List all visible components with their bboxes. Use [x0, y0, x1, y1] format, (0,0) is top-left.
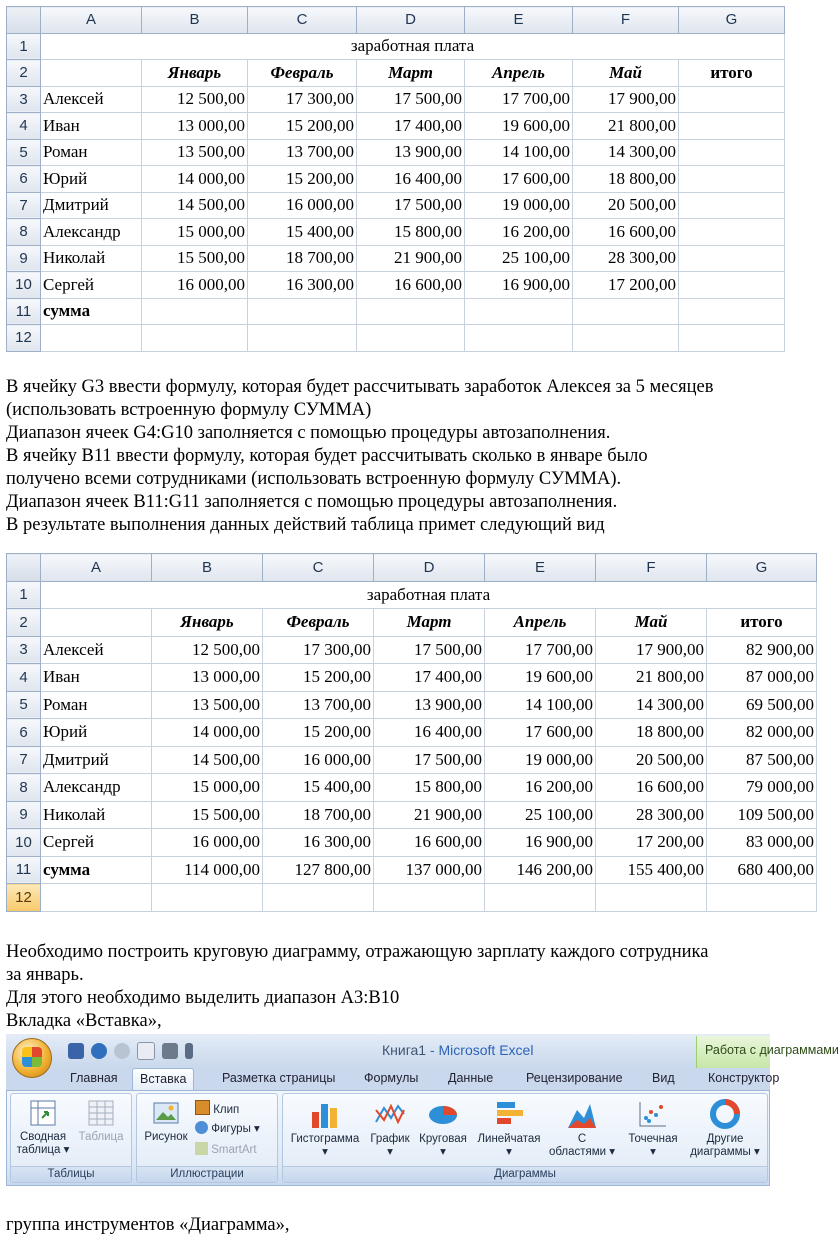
value-cell[interactable]: 20 500,00 — [596, 746, 707, 774]
table-row — [7, 298, 785, 325]
sum-value-cell[interactable] — [142, 298, 248, 325]
smartart-button[interactable]: SmartArt — [195, 1142, 257, 1157]
sum-value-cell[interactable] — [248, 298, 357, 325]
select-all-corner[interactable] — [7, 554, 41, 582]
value-cell[interactable]: 17 600,00 — [485, 719, 596, 747]
employee-name-cell[interactable]: Роман — [41, 691, 152, 719]
value-cell[interactable]: 15 200,00 — [248, 166, 357, 193]
sum-value-cell[interactable]: 680 400,00 — [707, 856, 817, 884]
group-label-tables: Таблицы — [11, 1166, 131, 1182]
table-row — [7, 746, 817, 774]
value-cell[interactable]: 13 900,00 — [374, 691, 485, 719]
value-cell[interactable]: 16 300,00 — [263, 829, 374, 857]
table-row — [7, 219, 785, 246]
value-cell[interactable]: 18 800,00 — [596, 719, 707, 747]
value-cell[interactable]: 16 200,00 — [485, 774, 596, 802]
redo-icon[interactable] — [114, 1043, 130, 1059]
column-header-e[interactable]: E — [485, 554, 596, 582]
bar-chart-button[interactable]: Линейчатая ▾ — [473, 1098, 545, 1159]
header-cell[interactable]: Апрель — [485, 609, 596, 637]
value-cell[interactable]: 19 600,00 — [485, 664, 596, 692]
empty-cell[interactable] — [142, 325, 248, 352]
value-cell[interactable]: 17 500,00 — [374, 746, 485, 774]
row-header-3[interactable]: 3 — [7, 636, 41, 664]
column-header-a[interactable]: A — [41, 554, 152, 582]
row-header-4[interactable]: 4 — [7, 113, 41, 140]
sum-value-cell[interactable]: 155 400,00 — [596, 856, 707, 884]
pivot-table-icon — [28, 1098, 58, 1128]
row-header-2[interactable]: 2 — [7, 609, 41, 637]
sum-value-cell[interactable] — [573, 298, 679, 325]
empty-cell[interactable] — [357, 325, 465, 352]
row-header-6[interactable]: 6 — [7, 166, 41, 193]
sum-value-cell[interactable]: 146 200,00 — [485, 856, 596, 884]
column-header-g[interactable]: G — [679, 7, 785, 34]
column-header-c[interactable]: C — [263, 554, 374, 582]
employee-name-cell[interactable]: Юрий — [41, 166, 142, 193]
table-row — [7, 581, 817, 609]
value-cell[interactable]: 17 700,00 — [465, 86, 573, 113]
value-cell[interactable] — [679, 113, 785, 140]
value-cell[interactable]: 14 300,00 — [573, 139, 679, 166]
group-illustrations — [136, 1093, 278, 1183]
table-icon — [86, 1098, 116, 1128]
empty-cell[interactable] — [596, 884, 707, 912]
ribbon-panel-insert — [6, 1090, 770, 1186]
value-cell[interactable]: 15 200,00 — [263, 664, 374, 692]
value-cell[interactable] — [679, 272, 785, 299]
excel-ribbon — [6, 1034, 839, 1194]
value-cell[interactable] — [679, 86, 785, 113]
column-header-f[interactable]: F — [596, 554, 707, 582]
row-header-9[interactable]: 9 — [7, 245, 41, 272]
value-cell[interactable]: 17 600,00 — [465, 166, 573, 193]
value-cell[interactable]: 17 400,00 — [357, 113, 465, 140]
area-chart-icon — [565, 1098, 599, 1130]
header-cell[interactable]: Май — [573, 60, 679, 87]
row-header-7[interactable]: 7 — [7, 746, 41, 774]
employee-name-cell[interactable]: Иван — [41, 664, 152, 692]
text-line: В результате выполнения данных действий таблица примет следующий вид — [6, 515, 605, 535]
employee-name-cell[interactable]: Николай — [41, 801, 152, 829]
employee-name-cell[interactable]: Сергей — [41, 829, 152, 857]
clip-icon — [195, 1100, 210, 1115]
value-cell[interactable]: 21 900,00 — [374, 801, 485, 829]
row-header-8[interactable]: 8 — [7, 219, 41, 246]
row-header-12[interactable]: 12 — [7, 884, 41, 912]
employee-name-cell[interactable]: Дмитрий — [41, 192, 142, 219]
value-cell[interactable]: 19 600,00 — [465, 113, 573, 140]
empty-cell[interactable] — [41, 884, 152, 912]
value-cell[interactable]: 17 500,00 — [357, 86, 465, 113]
value-cell[interactable]: 13 700,00 — [263, 691, 374, 719]
value-cell[interactable]: 13 500,00 — [152, 691, 263, 719]
row-header-10[interactable]: 10 — [7, 829, 41, 857]
table-row — [7, 245, 785, 272]
value-cell[interactable]: 17 200,00 — [573, 272, 679, 299]
pie-chart-icon — [426, 1098, 460, 1130]
group-tables — [10, 1093, 132, 1183]
tab-review[interactable]: Рецензирование — [526, 1071, 623, 1085]
column-header-d[interactable]: D — [357, 7, 465, 34]
text-line: Для этого необходимо выделить диапазон А3:В10 — [6, 988, 400, 1008]
value-cell[interactable]: 14 100,00 — [485, 691, 596, 719]
value-cell[interactable]: 16 900,00 — [485, 829, 596, 857]
empty-cell[interactable] — [573, 325, 679, 352]
column-header-d[interactable]: D — [374, 554, 485, 582]
value-cell[interactable]: 28 300,00 — [596, 801, 707, 829]
header-cell[interactable]: Февраль — [248, 60, 357, 87]
column-header-e[interactable]: E — [465, 7, 573, 34]
table-row — [7, 60, 785, 87]
table-row — [7, 691, 817, 719]
value-cell[interactable]: 79 000,00 — [707, 774, 817, 802]
column-header-g[interactable]: G — [707, 554, 817, 582]
employee-name-cell[interactable]: Александр — [41, 774, 152, 802]
value-cell[interactable]: 14 100,00 — [465, 139, 573, 166]
value-cell[interactable]: 13 700,00 — [248, 139, 357, 166]
tab-insert[interactable]: Вставка — [132, 1068, 194, 1090]
print-preview-icon[interactable] — [137, 1042, 155, 1060]
value-cell[interactable]: 19 000,00 — [465, 192, 573, 219]
value-cell[interactable]: 17 200,00 — [596, 829, 707, 857]
instruction-paragraph-3: группа инструментов «Диаграмма», — [6, 1215, 290, 1235]
header-cell[interactable]: Май — [596, 609, 707, 637]
table-row — [7, 719, 817, 747]
title-bar — [6, 1034, 839, 1069]
value-cell[interactable]: 82 900,00 — [707, 636, 817, 664]
table-row — [7, 139, 785, 166]
table-row — [7, 801, 817, 829]
value-cell[interactable]: 83 000,00 — [707, 829, 817, 857]
ribbon-tabs — [6, 1068, 780, 1090]
other-charts-icon — [708, 1098, 742, 1130]
row-header-5[interactable]: 5 — [7, 691, 41, 719]
table-row — [7, 86, 785, 113]
customize-qat-icon[interactable] — [185, 1043, 193, 1059]
empty-cell[interactable] — [41, 325, 142, 352]
row-header-11[interactable]: 11 — [7, 298, 41, 325]
header-cell[interactable]: итого — [707, 609, 817, 637]
value-cell[interactable]: 17 300,00 — [248, 86, 357, 113]
table-row — [7, 856, 817, 884]
row-header-3[interactable]: 3 — [7, 86, 41, 113]
column-header-a[interactable]: A — [41, 7, 142, 34]
table-row — [7, 884, 817, 912]
table-row — [7, 774, 817, 802]
sum-label-cell[interactable]: сумма — [41, 298, 142, 325]
value-cell[interactable]: 87 000,00 — [707, 664, 817, 692]
value-cell[interactable]: 17 400,00 — [374, 664, 485, 692]
sum-label-cell[interactable]: сумма — [41, 856, 152, 884]
value-cell[interactable]: 14 500,00 — [152, 746, 263, 774]
text-line: Диапазон ячеек G4:G10 заполняется с помощью процедуры автозаполнения. — [6, 423, 611, 443]
value-cell[interactable]: 15 500,00 — [142, 245, 248, 272]
row-header-6[interactable]: 6 — [7, 719, 41, 747]
table-title[interactable]: заработная плата — [41, 33, 785, 60]
row-header-7[interactable]: 7 — [7, 192, 41, 219]
sum-value-cell[interactable] — [465, 298, 573, 325]
table-row — [7, 166, 785, 193]
select-all-corner[interactable] — [7, 7, 41, 34]
value-cell[interactable]: 14 500,00 — [142, 192, 248, 219]
instruction-paragraph-1 — [6, 376, 816, 537]
value-cell[interactable] — [679, 219, 785, 246]
column-header-b[interactable]: B — [152, 554, 263, 582]
row-header-5[interactable]: 5 — [7, 139, 41, 166]
value-cell[interactable] — [679, 245, 785, 272]
value-cell[interactable]: 17 700,00 — [485, 636, 596, 664]
value-cell[interactable]: 16 000,00 — [152, 829, 263, 857]
header-cell[interactable]: итого — [679, 60, 785, 87]
value-cell[interactable]: 28 300,00 — [573, 245, 679, 272]
row-header-11[interactable]: 11 — [7, 856, 41, 884]
table-row — [7, 664, 817, 692]
value-cell[interactable]: 16 000,00 — [263, 746, 374, 774]
clip-button[interactable]: Клип — [195, 1100, 239, 1117]
save-icon[interactable] — [68, 1043, 84, 1059]
pie-chart-button[interactable]: Круговая ▾ — [415, 1098, 471, 1159]
sum-value-cell[interactable] — [357, 298, 465, 325]
row-header-9[interactable]: 9 — [7, 801, 41, 829]
value-cell[interactable]: 15 500,00 — [152, 801, 263, 829]
value-cell[interactable]: 17 300,00 — [263, 636, 374, 664]
shapes-icon — [195, 1121, 208, 1134]
column-header-c[interactable]: C — [248, 7, 357, 34]
group-label-illustrations: Иллюстрации — [137, 1166, 277, 1182]
text-line: В ячейку G3 ввести формулу, которая будет рассчитывать заработок Алексея за 5 месяцев — [6, 377, 714, 397]
bar-chart-icon — [492, 1098, 526, 1130]
tab-formulas[interactable]: Формулы — [364, 1071, 419, 1085]
sum-value-cell[interactable]: 137 000,00 — [374, 856, 485, 884]
table-title[interactable]: заработная плата — [41, 581, 817, 609]
employee-name-cell[interactable]: Иван — [41, 113, 142, 140]
value-cell[interactable]: 12 500,00 — [142, 86, 248, 113]
text-line: Диапазон ячеек В11:G11 заполняется с помощью процедуры автозаполнения. — [6, 492, 618, 512]
value-cell[interactable] — [679, 139, 785, 166]
row-header-1[interactable]: 1 — [7, 33, 41, 60]
group-label-charts: Диаграммы — [283, 1166, 767, 1182]
row-header-10[interactable]: 10 — [7, 272, 41, 299]
value-cell[interactable]: 69 500,00 — [707, 691, 817, 719]
table-row — [7, 272, 785, 299]
tab-view[interactable]: Вид — [652, 1071, 675, 1085]
value-cell[interactable]: 15 800,00 — [374, 774, 485, 802]
row-header-8[interactable]: 8 — [7, 774, 41, 802]
value-cell[interactable]: 13 000,00 — [152, 664, 263, 692]
table-row — [7, 192, 785, 219]
header-cell[interactable] — [41, 609, 152, 637]
instruction-paragraph-2 — [6, 941, 816, 1033]
value-cell[interactable]: 21 800,00 — [596, 664, 707, 692]
header-cell[interactable]: Март — [374, 609, 485, 637]
office-button[interactable] — [12, 1038, 52, 1078]
value-cell[interactable]: 20 500,00 — [573, 192, 679, 219]
employee-name-cell[interactable]: Роман — [41, 139, 142, 166]
value-cell[interactable]: 16 200,00 — [465, 219, 573, 246]
sum-value-cell[interactable]: 114 000,00 — [152, 856, 263, 884]
table-row — [7, 636, 817, 664]
value-cell[interactable]: 15 400,00 — [263, 774, 374, 802]
empty-cell[interactable] — [248, 325, 357, 352]
value-cell[interactable]: 21 800,00 — [573, 113, 679, 140]
value-cell[interactable]: 25 100,00 — [485, 801, 596, 829]
header-cell[interactable]: Март — [357, 60, 465, 87]
employee-name-cell[interactable]: Александр — [41, 219, 142, 246]
column-header-b[interactable]: B — [142, 7, 248, 34]
value-cell[interactable]: 13 500,00 — [142, 139, 248, 166]
text-line: Вкладка «Вставка», — [6, 1011, 162, 1031]
empty-cell[interactable] — [679, 325, 785, 352]
area-chart-button[interactable]: С областями ▾ — [545, 1098, 619, 1159]
employee-name-cell[interactable]: Сергей — [41, 272, 142, 299]
value-cell[interactable]: 18 700,00 — [263, 801, 374, 829]
value-cell[interactable]: 14 000,00 — [142, 166, 248, 193]
picture-icon — [151, 1098, 181, 1128]
value-cell[interactable]: 15 200,00 — [248, 113, 357, 140]
value-cell[interactable]: 109 500,00 — [707, 801, 817, 829]
value-cell[interactable]: 16 600,00 — [357, 272, 465, 299]
table-row — [7, 33, 785, 60]
value-cell[interactable]: 16 600,00 — [573, 219, 679, 246]
value-cell[interactable]: 14 300,00 — [596, 691, 707, 719]
employee-name-cell[interactable]: Алексей — [41, 636, 152, 664]
column-header-row — [7, 7, 785, 34]
group-charts — [282, 1093, 768, 1183]
text-line: В ячейку В11 ввести формулу, которая будет рассчитывать сколько в январе было — [6, 446, 648, 466]
print-icon[interactable] — [162, 1043, 178, 1059]
row-header-4[interactable]: 4 — [7, 664, 41, 692]
undo-icon[interactable] — [91, 1043, 107, 1059]
column-chart-icon — [308, 1098, 342, 1130]
context-tab-chart-tools[interactable]: Работа с диаграммами — [696, 1036, 770, 1068]
sum-value-cell[interactable]: 127 800,00 — [263, 856, 374, 884]
row-header-2[interactable]: 2 — [7, 60, 41, 87]
column-header-row — [7, 554, 817, 582]
tab-page-layout[interactable]: Разметка страницы — [222, 1071, 336, 1085]
employee-name-cell[interactable]: Алексей — [41, 86, 142, 113]
header-cell[interactable]: Январь — [152, 609, 263, 637]
value-cell[interactable]: 21 900,00 — [357, 245, 465, 272]
quick-access-toolbar — [58, 1041, 193, 1061]
value-cell[interactable]: 14 000,00 — [152, 719, 263, 747]
scatter-chart-icon — [636, 1098, 670, 1130]
empty-cell[interactable] — [707, 884, 817, 912]
table-row — [7, 609, 817, 637]
shapes-button[interactable]: Фигуры ▾ — [195, 1121, 260, 1136]
pivot-table-button[interactable]: Сводная таблица ▾ — [13, 1098, 73, 1157]
employee-name-cell[interactable]: Дмитрий — [41, 746, 152, 774]
value-cell[interactable]: 82 000,00 — [707, 719, 817, 747]
value-cell[interactable]: 16 600,00 — [374, 829, 485, 857]
value-cell[interactable]: 13 900,00 — [357, 139, 465, 166]
value-cell[interactable]: 17 500,00 — [374, 636, 485, 664]
text-line: получено всеми сотрудниками (использовать встроенную формулу СУММА). — [6, 469, 622, 489]
value-cell[interactable]: 16 600,00 — [596, 774, 707, 802]
value-cell[interactable]: 16 000,00 — [142, 272, 248, 299]
header-cell[interactable]: Апрель — [465, 60, 573, 87]
value-cell[interactable]: 16 000,00 — [248, 192, 357, 219]
empty-cell[interactable] — [485, 884, 596, 912]
column-header-f[interactable]: F — [573, 7, 679, 34]
text-line: Необходимо построить круговую диаграмму, отражающую зарплату каждого сотрудника — [6, 942, 709, 962]
header-cell[interactable]: Январь — [142, 60, 248, 87]
value-cell[interactable]: 17 900,00 — [596, 636, 707, 664]
column-chart-button[interactable]: Гистограмма ▾ — [285, 1098, 365, 1159]
office-logo-icon — [22, 1047, 42, 1067]
empty-cell[interactable] — [263, 884, 374, 912]
value-cell[interactable] — [679, 192, 785, 219]
employee-name-cell[interactable]: Николай — [41, 245, 142, 272]
text-line: за январь. — [6, 965, 84, 985]
value-cell[interactable]: 17 900,00 — [573, 86, 679, 113]
spreadsheet-table-1 — [6, 6, 785, 352]
picture-button[interactable]: Рисунок — [139, 1098, 193, 1144]
row-header-1[interactable]: 1 — [7, 581, 41, 609]
value-cell[interactable]: 18 700,00 — [248, 245, 357, 272]
value-cell[interactable]: 19 000,00 — [485, 746, 596, 774]
spreadsheet-table-2 — [6, 553, 817, 912]
value-cell[interactable]: 25 100,00 — [465, 245, 573, 272]
line-chart-icon — [373, 1098, 407, 1130]
value-cell[interactable]: 16 300,00 — [248, 272, 357, 299]
other-charts-button[interactable]: Другие диаграммы ▾ — [687, 1098, 763, 1159]
text-line: (использовать встроенную формулу СУММА) — [6, 400, 372, 420]
smartart-icon — [195, 1142, 208, 1155]
value-cell[interactable] — [679, 166, 785, 193]
header-cell[interactable] — [41, 60, 142, 87]
table-button[interactable]: Таблица — [73, 1098, 129, 1144]
value-cell[interactable]: 15 000,00 — [152, 774, 263, 802]
row-header-12[interactable]: 12 — [7, 325, 41, 352]
table-row — [7, 829, 817, 857]
value-cell[interactable]: 13 000,00 — [142, 113, 248, 140]
empty-cell[interactable] — [152, 884, 263, 912]
value-cell[interactable]: 87 500,00 — [707, 746, 817, 774]
value-cell[interactable]: 17 500,00 — [357, 192, 465, 219]
value-cell[interactable]: 16 900,00 — [465, 272, 573, 299]
value-cell[interactable]: 15 800,00 — [357, 219, 465, 246]
value-cell[interactable]: 15 000,00 — [142, 219, 248, 246]
value-cell[interactable]: 12 500,00 — [152, 636, 263, 664]
window-title: Книга1 - Microsoft Excel — [382, 1042, 534, 1058]
value-cell[interactable]: 15 400,00 — [248, 219, 357, 246]
tab-design[interactable]: Конструктор — [708, 1071, 780, 1085]
header-cell[interactable]: Февраль — [263, 609, 374, 637]
value-cell[interactable]: 18 800,00 — [573, 166, 679, 193]
table-row — [7, 325, 785, 352]
line-chart-button[interactable]: График ▾ — [367, 1098, 413, 1159]
value-cell[interactable]: 16 400,00 — [357, 166, 465, 193]
tab-data[interactable]: Данные — [448, 1071, 494, 1085]
sum-value-cell[interactable] — [679, 298, 785, 325]
tab-home[interactable]: Главная — [70, 1071, 118, 1085]
empty-cell[interactable] — [374, 884, 485, 912]
empty-cell[interactable] — [465, 325, 573, 352]
employee-name-cell[interactable]: Юрий — [41, 719, 152, 747]
table-row — [7, 113, 785, 140]
value-cell[interactable]: 15 200,00 — [263, 719, 374, 747]
value-cell[interactable]: 16 400,00 — [374, 719, 485, 747]
scatter-chart-button[interactable]: Точечная ▾ — [621, 1098, 685, 1159]
